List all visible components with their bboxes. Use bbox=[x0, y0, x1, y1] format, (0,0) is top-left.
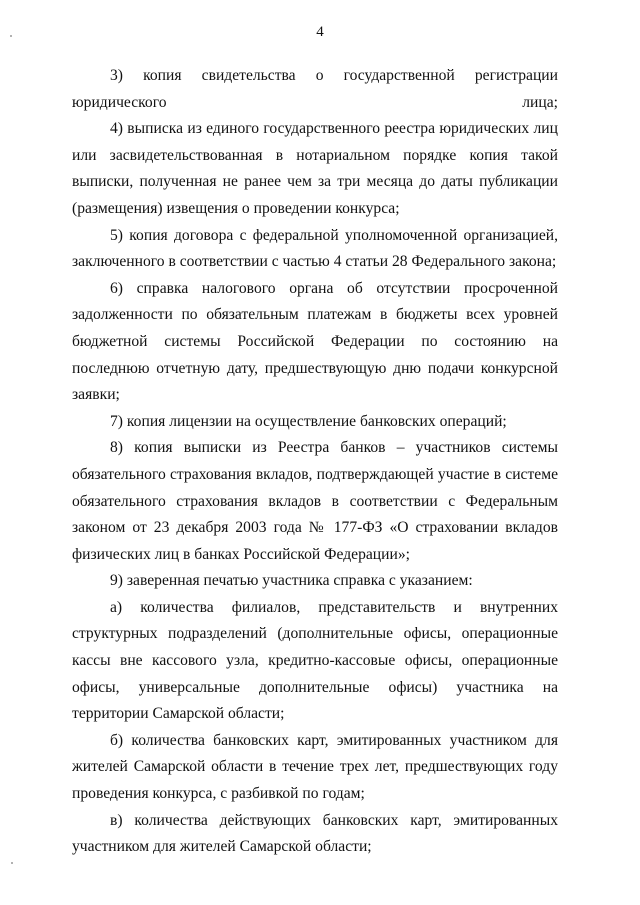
paragraph-item-6: 6) справка налогового органа об отсутствии просроченной задолженности по обязательным платежам в бюджеты всех уровней бюджетной системы Российской Федерации по состоянию на последнюю отчетную дату, предшествующую дню подачи конкурсной заявки; bbox=[72, 279, 558, 404]
paragraph-item-9a: а) количества филиалов, представительств и внутренних структурных подразделений (дополнительные офисы, операционные кассы вне кассового узла, кредитно-кассовые офисы, операционные офисы, универсальные дополнительные офисы) участника на территории Самарской области; bbox=[72, 598, 558, 723]
paragraph-item-5: 5) копия договора с федеральной уполномоченной организацией, заключенного в соответствии с частью 4 статьи 28 Федерального закона; bbox=[72, 226, 558, 271]
page-number: 4 bbox=[316, 24, 324, 40]
paragraph-item-7: 7) копия лицензии на осуществление банковских операций; bbox=[110, 412, 507, 430]
document-body bbox=[72, 63, 558, 861]
paragraph-item-4: 4) выписка из единого государственного реестра юридических лиц или засвидетельствованная в нотариальном порядке копия такой выписки, полученная не ранее чем за три месяца до даты публикации (размещения) извещения о проведении конкурса; bbox=[72, 120, 558, 217]
paragraph-item-9b: б) количества банковских карт, эмитированных участником для жителей Самарской области в течение трех лет, предшествующих году проведения конкурса, с разбивкой по годам; bbox=[72, 731, 558, 803]
scan-speck bbox=[11, 862, 13, 864]
paragraph-item-9c: в) количества действующих банковских карт, эмитированных участником для жителей Самарской области; bbox=[72, 811, 558, 856]
paragraph-item-9: 9) заверенная печатью участника справка с указанием: bbox=[110, 572, 473, 590]
paragraph-item-3: 3) копия свидетельства о государственной регистрации юридического лица; bbox=[72, 67, 558, 111]
paragraph-item-8: 8) копия выписки из Реестра банков – участников системы обязательного страхования вкладов, подтверждающей участие в системе обязательного страхования вкладов в соответствии с Федеральным законом от 23 декабря 2003 года № 177-ФЗ «О страховании вкладов физических лиц в банках Российской Федерации»; bbox=[72, 439, 558, 563]
